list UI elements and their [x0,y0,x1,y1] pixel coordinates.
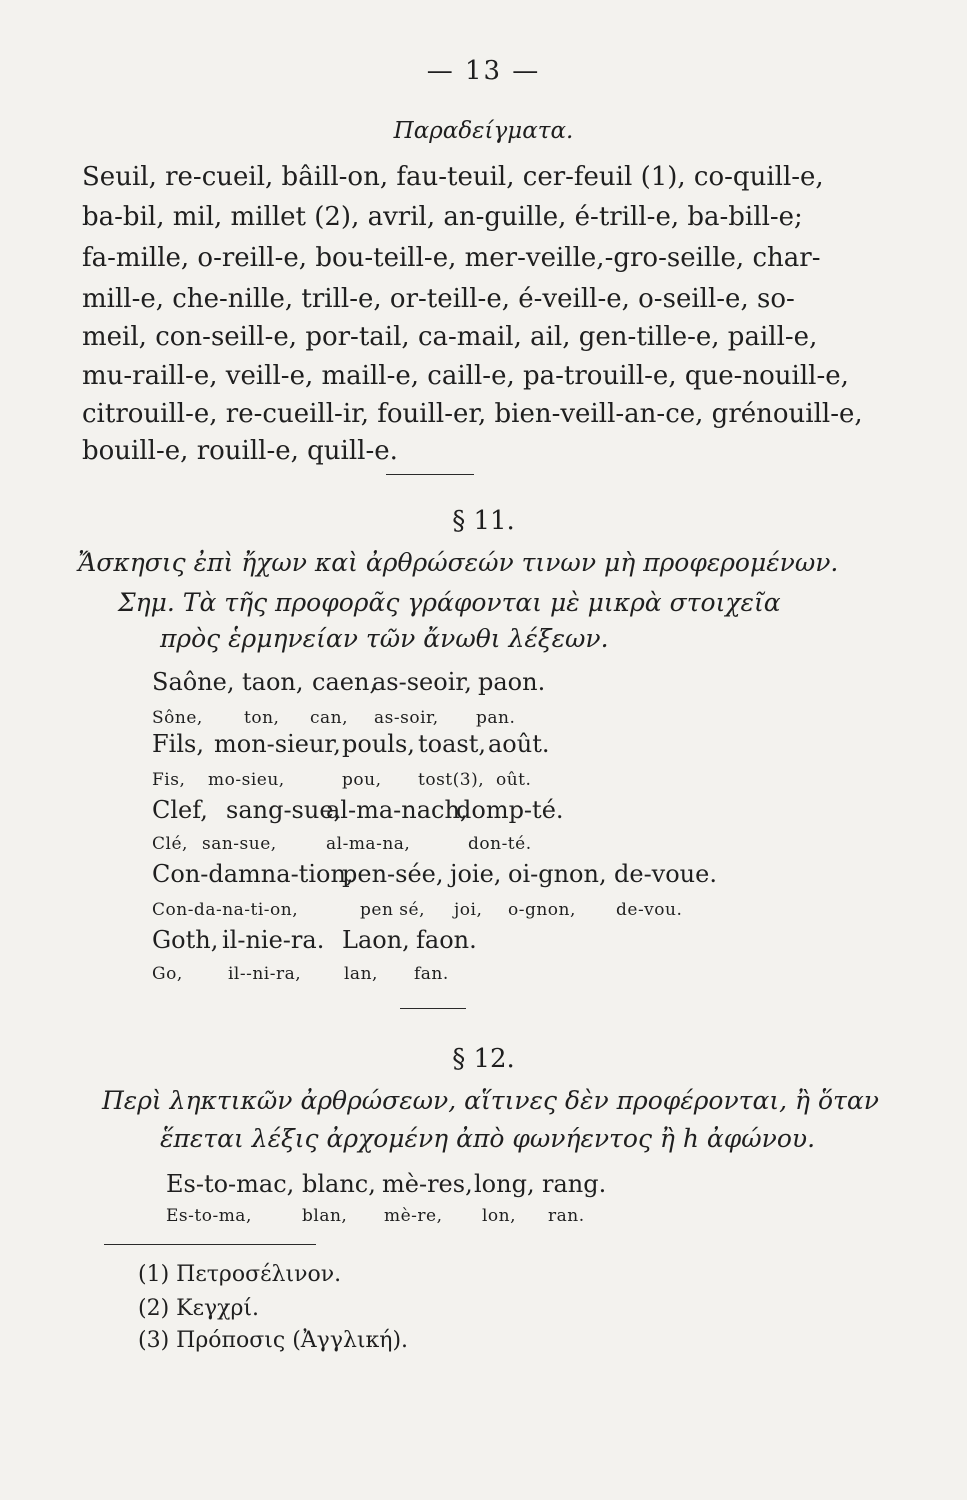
word: mè-res, [382,1170,473,1198]
word: pen-sée, [342,860,444,888]
word: long, [474,1170,535,1198]
pronunciation: as-soir, [374,708,439,728]
pronunciation: Clé, [152,834,188,854]
pronunciation: de-vou. [616,900,683,920]
pronunciation: fan. [414,964,449,984]
word: joie, [450,860,502,888]
pronunciation: blan, [302,1206,348,1226]
section-12-heading: Περὶ ληκτικῶν ἀρθρώσεων, αἵτινες δὲν προφέρονται, ἢ ὅταν [102,1086,879,1115]
footnote [138,1296,259,1321]
pronunciation: Con-da-na-ti-on, [152,900,299,920]
page-number: — 13 — [426,56,541,86]
word: il-nie-ra. [222,926,325,954]
footnote-mark: (2) [138,1296,170,1321]
pronunciation: Fis, [152,770,186,790]
word: taon, [242,668,304,696]
section-11-heading: Ἄσκησις ἐπὶ ἤχων καὶ ἀρθρώσεών τινων μὴ προφερομένων. [78,548,839,577]
word: mon-sieur, [214,730,341,758]
footnote-text: Κεγχρί. [176,1296,260,1321]
pronunciation: pen sé, [360,900,425,920]
footnote [138,1328,408,1353]
word: Goth, [152,926,219,954]
pronunciation: mo-sieu, [208,770,285,790]
word: Laon, [342,926,410,954]
word: Es-to-mac, [166,1170,295,1198]
word: Fils, [152,730,204,758]
pronunciation: Es-to-ma, [166,1206,252,1226]
paragraph-line: fa-mille, o-reill-e, bou-teill-e, mer-veille,-gro-seille, char- [82,243,821,273]
pronunciation: il--ni-ra, [228,964,302,984]
paragraph-line: mill-e, che-nille, trill-e, or-teill-e, é-veill-e, o-seill-e, so- [82,284,795,314]
word: Clef, [152,796,208,824]
pronunciation: san-sue, [202,834,277,854]
word: août. [488,730,550,758]
word: rang. [542,1170,607,1198]
pronunciation: oût. [496,770,532,790]
word: toast, [418,730,486,758]
word: pouls, [342,730,415,758]
pronunciation: Go, [152,964,183,984]
section-12-title: § 12. [452,1044,515,1074]
footnote-mark: (3) [138,1328,170,1353]
pronunciation: Sône, [152,708,203,728]
pronunciation: joi, [454,900,483,920]
section-12-heading: ἕπεται λέξις ἀρχομένη ἀπὸ φωνήεντος ἢ h ἀφώνου. [160,1124,816,1153]
footnote-text: Πρόποσις (Ἀγγλική). [176,1328,409,1353]
pronunciation: can, [310,708,349,728]
paragraph-line: mu-raill-e, veill-e, maill-e, caill-e, pa-trouill-e, que-nouill-e, [82,361,849,391]
pronunciation: mè-re, [384,1206,443,1226]
word: blanc, [302,1170,376,1198]
pronunciation: pan. [476,708,516,728]
paragraph-line: ba-bil, mil, millet (2), avril, an-guille, é-trill-e, ba-bill-e; [82,202,803,232]
footnote [138,1262,341,1287]
footnote-divider [104,1244,316,1245]
section-divider [400,1008,466,1009]
footnote-mark: (1) [138,1262,170,1287]
word: Con-damna-tion, [152,860,354,888]
pronunciation: lon, [482,1206,517,1226]
paragraph-line: bouill-e, rouill-e, quill-e. [82,436,398,466]
pronunciation: ran. [548,1206,585,1226]
pronunciation: tost(3), [418,770,485,790]
word: oi-gnon, [508,860,607,888]
pronunciation: ton, [244,708,280,728]
section-11-title: § 11. [452,506,515,536]
section-divider [386,474,474,475]
paragraph-line: Seuil, re-cueil, bâill-on, fau-teuil, cer-feuil (1), co-quill-e, [82,162,824,192]
pronunciation: al-ma-na, [326,834,411,854]
word: domp-té. [456,796,564,824]
pronunciation: don-té. [468,834,532,854]
paragraph-line: citrouill-e, re-cueill-ir, fouill-er, bien-veill-an-ce, grénouill-e, [82,399,863,429]
word: al-ma-nach, [326,796,468,824]
word: faon. [416,926,477,954]
section-11-note: Σημ. Τὰ τῆς προφορᾶς γράφονται μὲ μικρὰ στοιχεῖα [118,588,781,617]
pronunciation: pou, [342,770,382,790]
section-11-note: πρὸς ἑρμηνείαν τῶν ἄνωθι λέξεων. [160,624,609,653]
word: paon. [478,668,546,696]
paragraph-line: meil, con-seill-e, por-tail, ca-mail, ail, gen-tille-e, paill-e, [82,322,818,352]
word: Saône, [152,668,235,696]
word: caen, [312,668,378,696]
footnote-text: Πετροσέλινον. [176,1262,342,1287]
word: as-seoir, [372,668,472,696]
pronunciation: lan, [344,964,378,984]
word: de-voue. [614,860,717,888]
word: sang-sue, [226,796,342,824]
pronunciation: o-gnon, [508,900,576,920]
examples-heading: Παραδείγματα. [393,118,574,144]
